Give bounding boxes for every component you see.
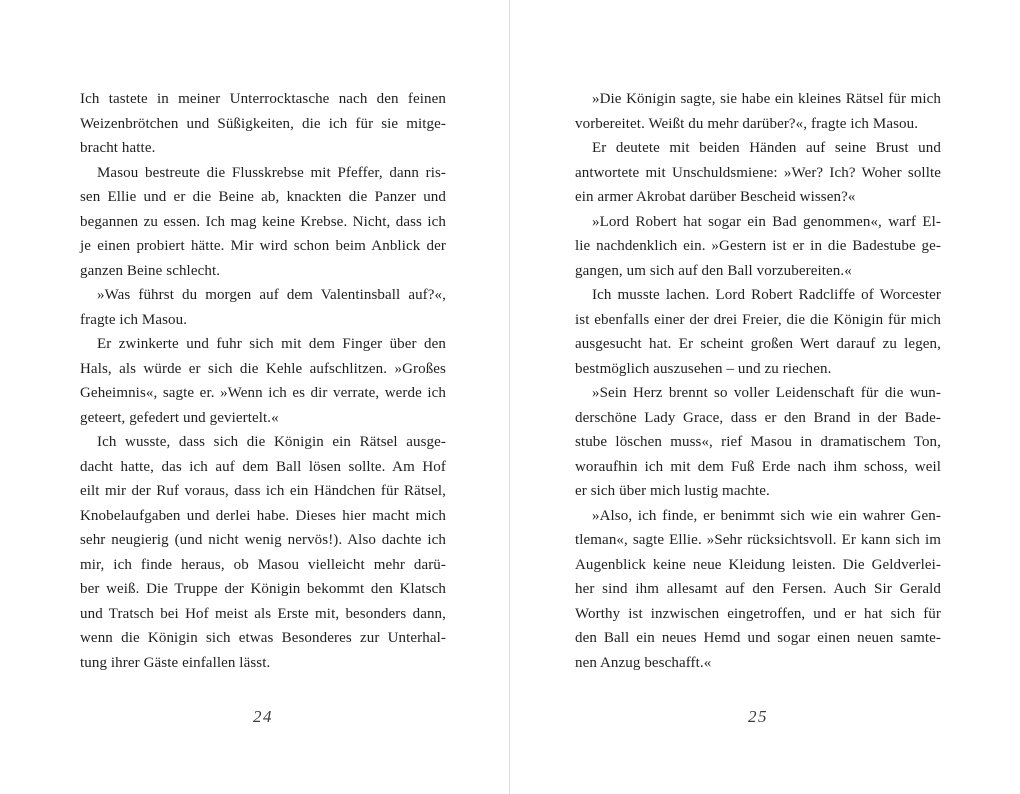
text-line: »Sein Herz brennt so voller Leidenschaft für die wun- bbox=[592, 385, 941, 401]
paragraph bbox=[575, 87, 941, 136]
text-line: Weizenbrötchen und Süßigkeiten, die ich für sie mitge- bbox=[80, 115, 446, 132]
text-line: nen Anzug beschafft.« bbox=[575, 654, 712, 671]
text-line: und Tratsch bei Hof meist als Erste mit, besonders dann, bbox=[80, 605, 446, 622]
paragraph bbox=[575, 381, 941, 504]
text-line: Er zwinkerte und fuhr sich mit dem Finger über den bbox=[97, 336, 446, 352]
text-line: Worthy ist inzwischen eingetroffen, und er hat sich für bbox=[575, 605, 941, 622]
text-line: geteert, gefedert und geviertelt.« bbox=[80, 409, 279, 426]
text-line: Ich musste lachen. Lord Robert Radcliffe of Worcester bbox=[592, 287, 941, 303]
paragraph bbox=[575, 504, 941, 676]
text-line: wenn die Königin sich etwas Besonderes zur Unterhal- bbox=[80, 630, 446, 646]
text-line: mir, ich finde heraus, ob Masou vielleicht mehr darü- bbox=[80, 556, 446, 573]
text-line: tleman«, sagte Ellie. »Sehr rücksichtsvoll. Er kann sich im bbox=[575, 532, 941, 548]
text-line: er sich über mich lustig machte. bbox=[575, 483, 770, 499]
paragraph bbox=[80, 161, 446, 284]
text-line: »Die Königin sagte, sie habe ein kleines Rätsel für mich bbox=[592, 91, 941, 107]
text-line: ganzen Beine schlecht. bbox=[80, 262, 221, 279]
text-line: ein armer Akrobat darüber Bescheid wissen?« bbox=[575, 189, 856, 205]
text-line: dacht hatte, das ich auf dem Ball lösen sollte. Am Hof bbox=[80, 458, 446, 475]
text-line: ber weiß. Die Truppe der Königin bekommt den Klatsch bbox=[80, 581, 446, 597]
text-line: »Was führst du morgen auf dem Valentinsball auf?«, bbox=[97, 287, 446, 303]
paragraph bbox=[575, 136, 941, 210]
text-line: tung ihrer Gäste einfallen lässt. bbox=[80, 654, 271, 671]
text-line: sen Ellie und er die Beine ab, knackten die Panzer und bbox=[80, 189, 446, 205]
text-line: eilt mir der Ruf voraus, dass ich ein Händchen für Rätsel, bbox=[80, 483, 446, 499]
text-line: woraufhin ich mit dem Fuß Erde nach ihm schoss, weil bbox=[575, 458, 941, 475]
page-number-left: 24 bbox=[253, 707, 273, 726]
text-line: Ich wusste, dass sich die Königin ein Rätsel ausge- bbox=[97, 434, 446, 450]
paragraph bbox=[575, 210, 941, 284]
text-line: sehr neugierig (und nicht wenig nervös!). Also dachte ich bbox=[80, 532, 446, 548]
page-number-right: 25 bbox=[748, 707, 768, 726]
paragraph bbox=[575, 283, 941, 381]
text-line: derschöne Lady Grace, dass er den Brand in der Bade- bbox=[575, 409, 941, 426]
text-line: Hals, als würde er sich die Kehle aufschlitzen. »Großes bbox=[80, 360, 446, 377]
text-line: ausgesucht hat. Er scheint großen Wert darauf zu legen, bbox=[575, 336, 941, 352]
text-line: bestmöglich auszusehen – und zu riechen. bbox=[575, 360, 832, 377]
text-line: Er deutete mit beiden Händen auf seine Brust und bbox=[592, 140, 941, 156]
paragraph bbox=[80, 332, 446, 430]
text-line: begannen zu essen. Ich mag keine Krebse. Nicht, dass ich bbox=[80, 213, 446, 230]
text-line: den Ball ein neues Hemd und sogar einen neuen samte- bbox=[575, 630, 941, 646]
paragraph bbox=[80, 283, 446, 332]
page-text-left bbox=[80, 87, 446, 675]
page-text-right bbox=[575, 87, 941, 675]
text-line: vorbereitet. Weißt du mehr darüber?«, fragte ich Masou. bbox=[575, 115, 919, 132]
text-line: her sind ihm allesamt auf den Fersen. Auch Sir Gerald bbox=[575, 581, 941, 597]
text-line: Ich tastete in meiner Unterrocktasche nach den feinen bbox=[80, 91, 446, 107]
text-line: gangen, um sich auf den Ball vorzubereiten.« bbox=[575, 262, 852, 279]
text-line: je einen probiert hätte. Mir wird schon beim Anblick der bbox=[80, 238, 446, 254]
paragraph bbox=[80, 430, 446, 675]
text-line: »Also, ich finde, er benimmt sich wie ein wahrer Gen- bbox=[592, 507, 941, 524]
text-line: lie nachdenklich ein. »Gestern ist er in die Badestube ge- bbox=[575, 238, 941, 254]
text-line: »Lord Robert hat sogar ein Bad genommen«, warf El- bbox=[592, 213, 941, 230]
text-line: Knobelaufgaben und derlei habe. Dieses hier macht mich bbox=[80, 507, 446, 524]
text-line: Masou bestreute die Flusskrebse mit Pfeffer, dann ris- bbox=[97, 164, 446, 181]
text-line: antwortete mit Unschuldsmiene: »Wer? Ich? Woher sollte bbox=[575, 164, 941, 181]
text-line: stube löschen muss«, rief Masou in dramatischem Ton, bbox=[575, 434, 941, 450]
text-line: ist ebenfalls einer der drei Freier, die die Königin für mich bbox=[575, 311, 941, 328]
text-line: bracht hatte. bbox=[80, 140, 156, 156]
paragraph bbox=[80, 87, 446, 161]
page-divider bbox=[509, 0, 510, 794]
text-line: Augenblick keine neue Kleidung leisten. Die Geldverlei- bbox=[575, 556, 941, 573]
text-line: fragte ich Masou. bbox=[80, 311, 188, 328]
text-line: Geheimnis«, sagte er. »Wenn ich es dir verrate, werde ich bbox=[80, 385, 446, 401]
